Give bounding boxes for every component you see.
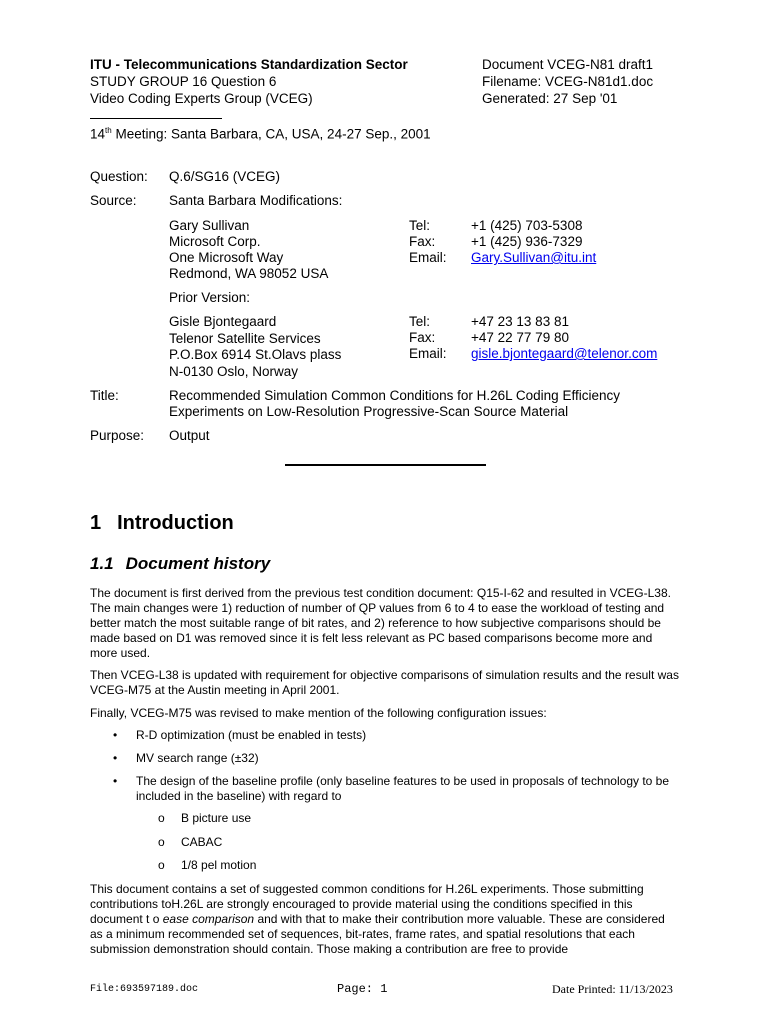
contact2-address [169, 314, 341, 380]
document-title [169, 388, 620, 420]
contact1-fax: +1 (425) 936-7329 [471, 234, 583, 249]
sub-bullet-item: CABAC [181, 835, 223, 849]
bullet-item: The design of the baseline profile (only baseline features to be used in proposals of technology to be included in the baseline) with regard to [136, 774, 670, 803]
contact2-street: P.O.Box 6914 St.Olavs plass [169, 347, 342, 362]
sub-bullet-marker: o [158, 858, 165, 872]
sub-bullet-marker: o [158, 835, 165, 849]
filename: Filename: VCEG-N81d1.doc [482, 74, 654, 89]
paragraph-4 [90, 882, 680, 958]
sub-bullet-marker: o [158, 811, 165, 825]
contact2-email-link[interactable]: gisle.bjontegaard@telenor.com [471, 346, 658, 361]
paragraph-3: Finally, VCEG-M75 was revised to make mention of the following configuration issues: [90, 706, 547, 720]
contact2-values [471, 314, 657, 362]
paragraph-2: Then VCEG-L38 is updated with requirement for objective comparisons of simulation results and the result was VCEG-M75 at the Austin meeting in April 2001. [90, 668, 679, 697]
study-group: STUDY GROUP 16 Question 6 [90, 74, 277, 89]
section-title: Introduction [117, 512, 234, 534]
contact2-city: N-0130 Oslo, Norway [169, 363, 299, 379]
contact1-address [169, 218, 328, 282]
subsection-title: Document history [125, 554, 271, 573]
purpose-value: Output [169, 428, 210, 443]
section-heading [90, 512, 234, 535]
bullet-item: MV search range (±32) [136, 751, 259, 765]
separator-rule [285, 464, 486, 466]
meeting-details: Meeting: Santa Barbara, CA, USA, 24-27 Sep., 2001 [111, 126, 431, 142]
contact2-fax: +47 22 77 79 80 [471, 330, 569, 345]
title-label: Title: [90, 388, 119, 403]
question-value: Q.6/SG16 (VCEG) [169, 169, 281, 184]
contact1-email-label: Email: [409, 250, 447, 265]
contact1-tel: +1 (425) 703-5308 [471, 218, 583, 233]
contact2-name: Gisle Bjontegaard [169, 314, 277, 329]
contact1-fax-label: Fax: [409, 234, 436, 249]
paragraph-4-part-2: and with that to make their contribution more valuable. These are considered as a minimum recommended set of sequences, bit-rates, frame rates, and spatial resolutions that each submission demonstration should contain. Those making a contribution are free to provide [90, 912, 665, 956]
org-name: ITU - Telecommunications Standardization Sector [90, 57, 408, 72]
sub-bullet-item: 1/8 pel motion [181, 858, 257, 872]
purpose-label: Purpose: [90, 428, 145, 443]
contact2-labels [409, 314, 447, 362]
contact2-company: Telenor Satellite Services [169, 330, 321, 346]
section-number: 1 [90, 512, 102, 534]
source-heading: Santa Barbara Modifications: [169, 193, 343, 208]
header-short-rule [90, 118, 222, 119]
expert-group: Video Coding Experts Group (VCEG) [90, 91, 313, 106]
title-line-1: Recommended Simulation Common Conditions for H.26L Coding Efficiency [169, 388, 620, 403]
contact1-values [471, 218, 596, 266]
paragraph-1: The document is first derived from the previous test condition document: Q15-I-62 and resulted in VCEG-L38. The main changes were 1) reduction of number of QP values from 6 to 4 to ease the workload of testing and better match the most suitable range of bit rates, and 2) reference to how subjective comparisons should be made based on D1 was removed since it is felt less relevant as PC based comparisons become more and more used. [90, 586, 671, 660]
footer-date: Date Printed: 11/13/2023 [552, 982, 673, 996]
meeting-number: 14 [90, 126, 106, 142]
bullet-marker: • [113, 751, 118, 765]
subsection-heading [90, 554, 270, 574]
contact1-email-link[interactable]: Gary.Sullivan@itu.int [471, 250, 597, 265]
contact1-labels [409, 218, 447, 266]
footer-file: File:693597189.doc [90, 984, 199, 995]
meeting-line [90, 122, 431, 143]
question-label: Question: [90, 169, 148, 184]
footer-page: Page: 1 [337, 982, 388, 996]
paragraph-4-part-1: This document contains a set of suggested common conditions for H.26L experiments. Those submitting contributions toH.26L are strongly encouraged to provide material using the conditions specified in this document t o [90, 882, 644, 926]
prior-version-heading: Prior Version: [169, 290, 251, 305]
sub-bullet-item: B picture use [181, 811, 252, 825]
subsection-number: 1.1 [90, 554, 114, 573]
bullet-marker: • [113, 728, 118, 742]
contact2-email-label: Email: [409, 346, 447, 361]
contact1-tel-label: Tel: [409, 218, 431, 233]
generated-date: Generated: 27 Sep '01 [482, 91, 618, 106]
bullet-item: R-D optimization (must be enabled in tests) [136, 728, 367, 742]
bullet-marker: • [113, 774, 118, 788]
contact1-street: One Microsoft Way [169, 250, 284, 265]
contact1-name: Gary Sullivan [169, 218, 250, 233]
paragraph-4-emphasis: ease comparison [162, 912, 255, 926]
meeting-suffix: th [105, 126, 112, 135]
contact2-fax-label: Fax: [409, 330, 436, 345]
contact2-tel-label: Tel: [409, 314, 431, 329]
title-line-2: Experiments on Low-Resolution Progressive-Scan Source Material [169, 404, 569, 419]
contact1-city: Redmond, WA 98052 USA [169, 266, 329, 281]
contact1-company: Microsoft Corp. [169, 234, 261, 249]
source-label: Source: [90, 193, 137, 208]
document-id: Document VCEG-N81 draft1 [482, 57, 654, 72]
contact2-tel: +47 23 13 83 81 [471, 314, 569, 329]
